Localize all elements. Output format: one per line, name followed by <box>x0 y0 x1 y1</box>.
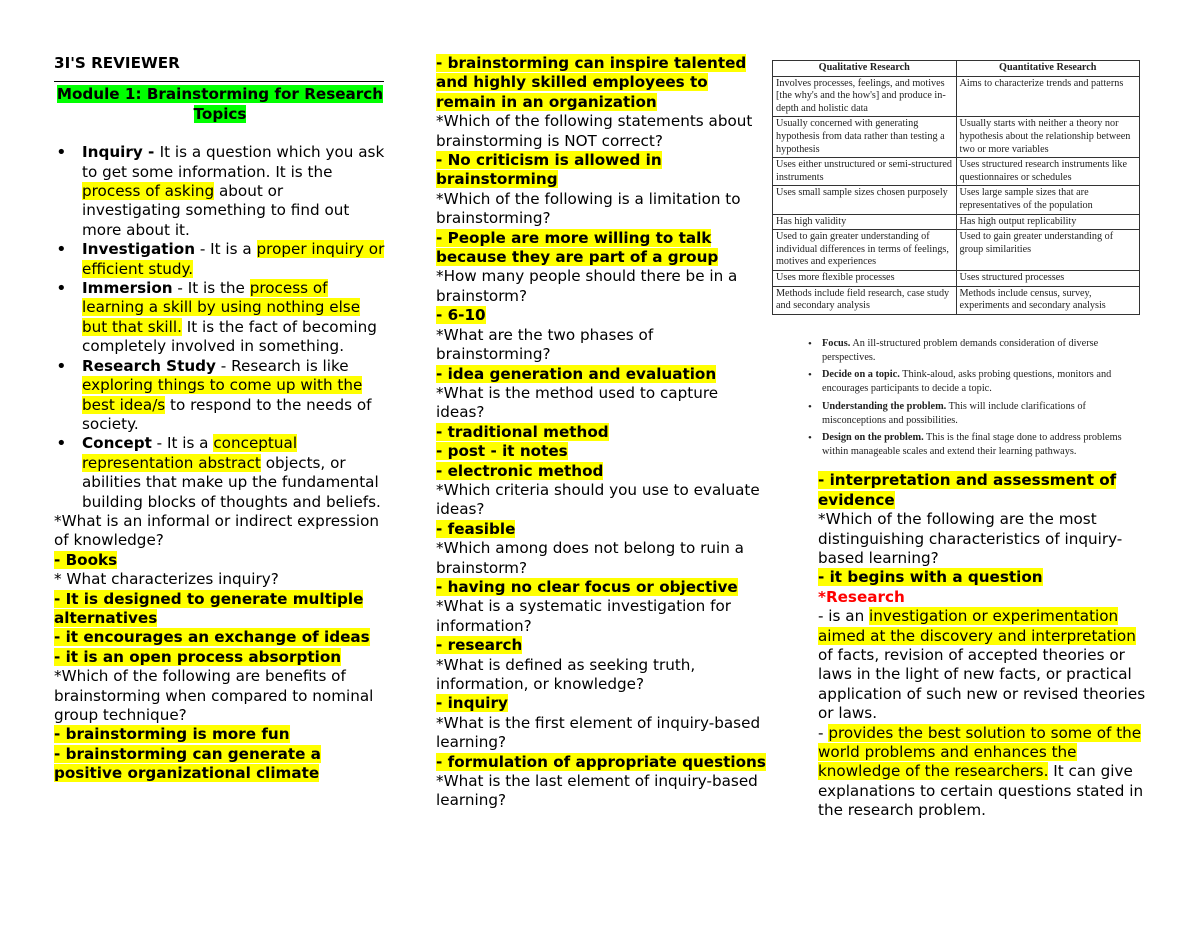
answer-text: - brainstorming can inspire talented and highly skilled employees to remain in an organization <box>436 54 747 111</box>
question: *What is an informal or indirect expression of knowledge? <box>54 511 380 550</box>
research-definition <box>818 607 1146 723</box>
inquiry-steps <box>808 337 1136 460</box>
table-cell: Aims to characterize trends and patterns <box>956 76 1140 117</box>
answer-text: - it encourages an exchange of ideas <box>54 628 370 647</box>
column-right-text <box>772 471 1146 820</box>
answer-text: - inquiry <box>436 694 508 713</box>
answer <box>436 578 766 597</box>
step-item <box>822 431 1136 459</box>
research-definition <box>818 724 1146 821</box>
table-cell: Involves processes, feelings, and motives [the why's and the how's] and produce in-depth and holistic data <box>773 76 957 117</box>
research-text: It can give explanations to certain questions stated in the research problem. <box>818 762 1144 820</box>
step-item <box>822 337 1136 365</box>
answer-text: - No criticism is allowed in brainstorming <box>436 151 662 189</box>
answer <box>818 471 1146 510</box>
table-header: Qualitative Research <box>773 61 957 77</box>
table-cell: Uses either unstructured or semi-structured instruments <box>773 158 957 186</box>
answer <box>436 229 766 268</box>
title-divider <box>54 81 384 82</box>
answer-text: - interpretation and assessment of evidence <box>818 471 1117 509</box>
table-row <box>773 117 1140 158</box>
step-label: Understanding the problem. <box>822 400 947 412</box>
answer-text: - post - it notes <box>436 442 568 461</box>
answer <box>436 636 766 655</box>
answer-text: - having no clear focus or objective <box>436 577 738 596</box>
answer <box>436 520 766 539</box>
research-highlight: provides the best solution to some of the world problems and enhances the knowledge of the researchers. <box>818 723 1142 781</box>
table-row <box>773 158 1140 186</box>
table-cell: Uses structured processes <box>956 270 1140 286</box>
answer-text: - 6-10 <box>436 306 486 325</box>
column-middle <box>436 54 766 811</box>
answer <box>436 442 766 461</box>
step-text: This will include clarifications of misconceptions and possibilities. <box>822 400 1086 426</box>
definition-item <box>82 434 386 512</box>
question: *Which among does not belong to ruin a brainstorm? <box>436 539 744 577</box>
column-right <box>772 54 1146 821</box>
answer-text: - electronic method <box>436 461 604 480</box>
answer-text: - Books <box>54 550 118 569</box>
answer <box>818 568 1146 587</box>
answer <box>436 423 766 442</box>
table-row <box>773 186 1140 214</box>
answer <box>436 462 766 481</box>
definition-term: Immersion <box>82 279 173 298</box>
definition-text: It is a question which you ask to get some information. It is the <box>82 143 385 181</box>
definition-highlight: process of asking <box>82 182 215 201</box>
answer <box>436 151 766 190</box>
table-row <box>773 286 1140 314</box>
definition-list <box>54 143 386 512</box>
answer-text: - brainstorming can generate a positive organizational climate <box>54 744 321 783</box>
answer <box>54 648 386 667</box>
research-text: - is an <box>818 607 870 626</box>
definition-term: Concept <box>82 434 152 453</box>
answer-text: - It is designed to generate multiple alternatives <box>54 589 364 627</box>
answer-text: - People are more willing to talk because they are part of a group <box>436 228 719 267</box>
definition-text: It is the fact of becoming completely involved in something. <box>82 317 377 356</box>
definition-text: - It is a <box>151 434 214 453</box>
table-row <box>773 230 1140 271</box>
question: * What characterizes inquiry? <box>54 570 279 589</box>
definition-term: Investigation <box>82 240 196 259</box>
definition-item <box>82 357 386 435</box>
research-highlight: investigation or experimentation aimed at the discovery and interpretation <box>818 607 1136 645</box>
question: *Which of the following is a limitation to brainstorming? <box>436 189 741 228</box>
definition-item <box>82 279 386 357</box>
research-text: of facts, revision of accepted theories or laws in the light of new facts, or practical application of such new or revised theories or laws. <box>818 645 1146 723</box>
research-text: - <box>818 723 829 742</box>
step-item <box>822 368 1136 396</box>
table-row <box>773 270 1140 286</box>
step-label: Focus. <box>822 337 851 349</box>
definition-term: Inquiry - <box>82 143 160 162</box>
research-title: *Research <box>818 587 905 606</box>
definition-text: - Research is like <box>215 356 349 375</box>
step-label: Design on the problem. <box>822 431 924 443</box>
answer-text: - brainstorming is more fun <box>54 725 290 744</box>
table-header: Quantitative Research <box>956 61 1140 77</box>
answer <box>54 551 386 570</box>
question: *What is the first element of inquiry-based learning? <box>436 713 761 752</box>
definition-text: to respond to the needs of society. <box>82 395 372 433</box>
step-text: Think-aloud, asks probing questions, monitors and encourages participants to decide a topic. <box>822 369 1112 395</box>
answer <box>54 725 386 744</box>
definition-highlight: proper inquiry or efficient study. <box>82 240 385 278</box>
answer <box>54 745 386 784</box>
definition-highlight: process of learning a skill by using nothing else but that skill. <box>82 279 361 336</box>
step-item <box>822 400 1136 428</box>
answer <box>436 54 766 112</box>
table-cell: Usually starts with neither a theory nor hypothesis about the relationship between two or more variables <box>956 117 1140 158</box>
question: *Which of the following statements about brainstorming is NOT correct? <box>436 112 753 150</box>
table-cell: Methods include census, survey, experiments and secondary analysis <box>956 286 1140 314</box>
table-row <box>773 76 1140 117</box>
table-cell: Used to gain greater understanding of group similarities <box>956 230 1140 271</box>
table-cell: Uses more flexible processes <box>773 270 957 286</box>
answer-text: - traditional method <box>436 422 609 441</box>
research-heading <box>818 588 1146 607</box>
table-header-row <box>773 61 1140 77</box>
definition-term: Research Study <box>82 356 216 375</box>
answer-text: - research <box>436 636 523 655</box>
definition-item <box>82 240 386 279</box>
table-cell: Has high output replicability <box>956 214 1140 230</box>
question: *What is a systematic investigation for information? <box>436 597 731 635</box>
table-cell: Used to gain greater understanding of individual differences in terms of feelings, motives and experiences <box>773 230 957 271</box>
definition-highlight: exploring things to come up with the best idea/s <box>82 376 363 414</box>
question: *What is the last element of inquiry-based learning? <box>436 772 758 810</box>
table-cell: Uses small sample sizes chosen purposely <box>773 186 957 214</box>
answer-text: - idea generation and evaluation <box>436 364 717 383</box>
answer <box>436 694 766 713</box>
table-cell: Uses large sample sizes that are representatives of the population <box>956 186 1140 214</box>
answer-text: - formulation of appropriate questions <box>436 752 766 771</box>
definition-item <box>82 143 386 240</box>
question: *Which of the following are the most distinguishing characteristics of inquiry-based learning? <box>818 510 1123 567</box>
question: *Which of the following are benefits of brainstorming when compared to nominal group technique? <box>54 667 374 724</box>
question: *Which criteria should you use to evaluate ideas? <box>436 480 760 519</box>
step-text: An ill-structured problem demands consideration of diverse perspectives. <box>822 337 1099 363</box>
answer-text: - feasible <box>436 519 516 538</box>
table-cell: Uses structured research instruments like questionnaires or schedules <box>956 158 1140 186</box>
answer <box>436 365 766 384</box>
step-text: This is the final stage done to address problems within manageable scales and extend their learning pathways. <box>822 431 1122 458</box>
table-cell: Has high validity <box>773 214 957 230</box>
answer <box>436 753 766 772</box>
answer-text: - it begins with a question <box>818 568 1043 587</box>
definition-highlight: conceptual representation abstract <box>82 434 298 472</box>
module-title: Module 1: Brainstorming for Research Topics <box>56 85 384 123</box>
definition-text: objects, or abilities that make up the fundamental building blocks of thoughts and beliefs. <box>82 453 381 511</box>
column-left <box>54 54 386 784</box>
definition-text: - It is a <box>195 240 257 259</box>
step-label: Decide on a topic. <box>822 369 900 381</box>
answer <box>54 628 386 647</box>
definition-text: - It is the <box>172 279 250 298</box>
table-cell: Usually concerned with generating hypothesis from data rather than testing a hypothesis <box>773 117 957 158</box>
table-cell: Methods include field research, case study and secondary analysis <box>773 286 957 314</box>
answer <box>436 306 766 325</box>
question: *What are the two phases of brainstorming? <box>436 325 654 364</box>
page-title: 3I'S REVIEWER <box>54 54 180 72</box>
steps-list <box>808 337 1136 460</box>
question: *What is the method used to capture ideas? <box>436 383 719 422</box>
table-row <box>773 214 1140 230</box>
question: *How many people should there be in a brainstorm? <box>436 267 738 305</box>
comparison-table <box>772 60 1140 315</box>
answer <box>54 590 386 629</box>
answer-text: - it is an open process absorption <box>54 647 342 666</box>
module-heading <box>54 85 386 124</box>
definition-text: about or investigating something to find out more about it. <box>82 182 350 239</box>
question: *What is defined as seeking truth, information, or knowledge? <box>436 655 696 693</box>
